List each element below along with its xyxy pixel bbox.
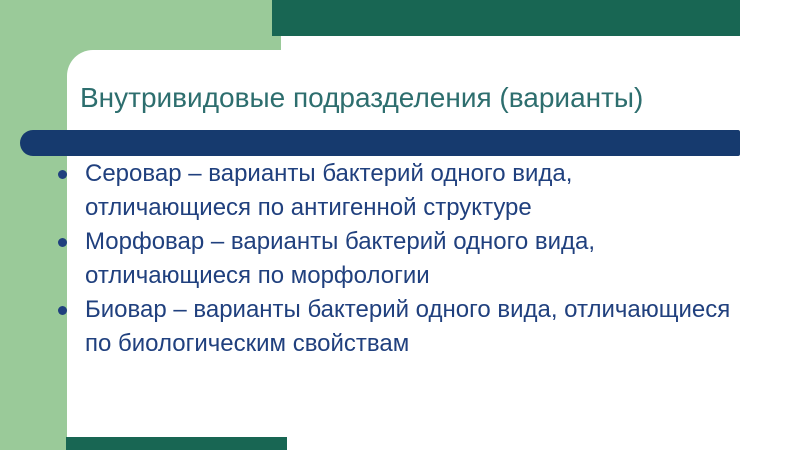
bullet-icon <box>58 170 67 179</box>
bullet-text: Серовар – варианты бактерий одного вида, отличающиеся по антигенной структуре <box>85 160 573 221</box>
bullet-list <box>52 157 744 361</box>
bullet-icon <box>58 238 67 247</box>
bullet-icon <box>58 306 67 315</box>
bottom-accent-bar <box>66 437 287 450</box>
bullet-item <box>52 225 744 293</box>
bullet-item <box>52 157 744 225</box>
bullet-text: Морфовар – варианты бактерий одного вида, отличающиеся по морфологии <box>85 228 596 289</box>
bullet-text: Биовар – варианты бактерий одного вида, отличающиеся по биологическим свойствам <box>85 296 731 357</box>
top-accent-bar <box>272 0 740 36</box>
slide-title: Внутривидовые подразделения (варианты) <box>80 82 644 113</box>
title-divider-bar <box>20 130 740 156</box>
bullet-item <box>52 293 744 361</box>
